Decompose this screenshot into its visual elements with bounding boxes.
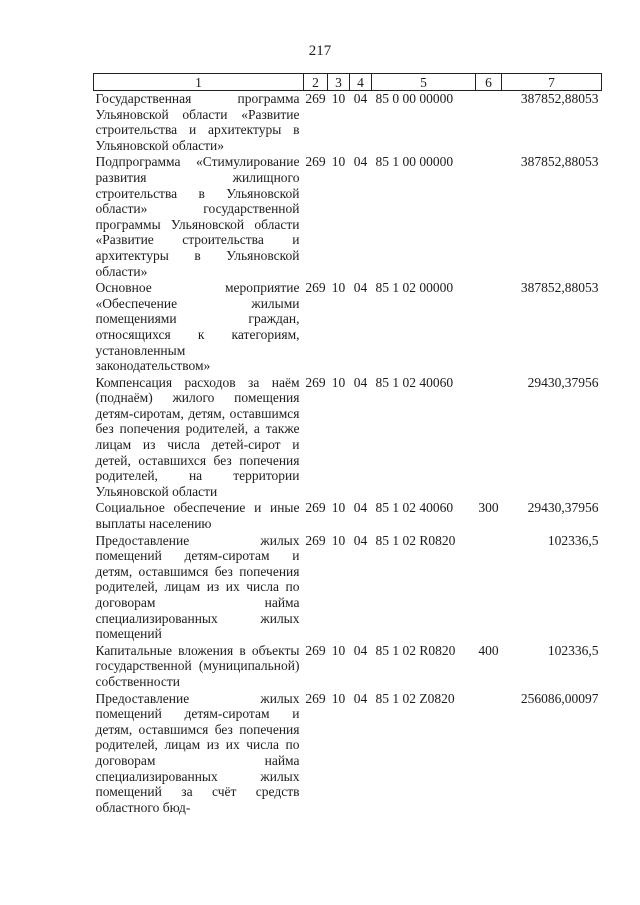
cell-code-4: 04 xyxy=(353,280,368,296)
cell-code-6 xyxy=(476,154,502,280)
cell-amount: 29430,37956 xyxy=(527,374,599,390)
cell-code-2: 269 xyxy=(305,374,326,390)
table-row xyxy=(94,643,602,691)
table-row xyxy=(94,91,602,155)
cell-code-2: 269 xyxy=(305,280,326,296)
col-header-2: 2 xyxy=(304,74,328,91)
table-row xyxy=(94,500,602,532)
cell-code-5: 85 1 00 00000 xyxy=(375,154,454,170)
cell-amount: 387852,88053 xyxy=(520,280,599,296)
cell-code-2: 269 xyxy=(305,642,326,658)
cell-code-6 xyxy=(476,533,502,643)
cell-code-4: 04 xyxy=(353,642,368,658)
row-name: Предоставление жилых помещений детям-сиротам и детям, оставшимся без попечения родителей, лицам из их числа по договорам найма специализированных жилых помещений за счёт средств областного бюд- xyxy=(95,690,300,815)
cell-code-2: 269 xyxy=(305,532,326,548)
page-number: 217 xyxy=(308,43,332,59)
row-name: Государственная программа Ульяновской области «Развитие строительства и архитектуры в Ульяновской области» xyxy=(95,91,300,153)
header-row xyxy=(94,74,602,91)
row-name: Основное мероприятие «Обеспечение жилыми помещениями граждан, относящихся к категориям, установленным законодательством» xyxy=(95,280,300,374)
cell-code-2: 269 xyxy=(305,690,326,706)
cell-code-2: 269 xyxy=(305,154,326,170)
cell-code-4: 04 xyxy=(353,374,368,390)
cell-code-5: 85 1 02 40060 xyxy=(375,374,454,390)
cell-code-3: 10 xyxy=(331,532,346,548)
cell-code-6: 400 xyxy=(478,642,499,658)
cell-code-5: 85 1 02 R0820 xyxy=(375,532,456,548)
cell-code-6 xyxy=(476,280,502,375)
col-header-4: 4 xyxy=(350,74,372,91)
cell-code-2: 269 xyxy=(305,91,326,106)
cell-code-3: 10 xyxy=(331,280,346,296)
cell-code-6 xyxy=(476,91,502,155)
cell-amount: 387852,88053 xyxy=(520,154,599,170)
cell-code-3: 10 xyxy=(331,91,346,106)
cell-amount: 102336,5 xyxy=(547,532,599,548)
cell-code-6: 300 xyxy=(478,500,499,516)
table-row xyxy=(94,533,602,643)
cell-code-5: 85 0 00 00000 xyxy=(375,91,454,106)
table-row xyxy=(94,691,602,817)
col-header-7: 7 xyxy=(502,74,602,91)
cell-code-6 xyxy=(476,375,502,501)
cell-code-4: 04 xyxy=(353,532,368,548)
table-row xyxy=(94,280,602,375)
table-row xyxy=(94,154,602,280)
cell-amount: 256086,00097 xyxy=(520,690,599,706)
cell-code-3: 10 xyxy=(331,690,346,706)
cell-code-4: 04 xyxy=(353,690,368,706)
row-name: Социальное обеспечение и иные выплаты населению xyxy=(95,500,300,532)
cell-code-5: 85 1 02 Z0820 xyxy=(375,690,455,706)
cell-code-5: 85 1 02 40060 xyxy=(375,500,454,516)
cell-code-3: 10 xyxy=(331,374,346,390)
cell-code-4: 04 xyxy=(353,91,368,106)
cell-code-6 xyxy=(476,691,502,817)
budget-table xyxy=(93,73,602,816)
cell-amount: 102336,5 xyxy=(547,642,599,658)
col-header-3: 3 xyxy=(328,74,350,91)
cell-code-3: 10 xyxy=(331,642,346,658)
cell-amount: 387852,88053 xyxy=(520,91,599,106)
cell-code-2: 269 xyxy=(305,500,326,516)
cell-code-5: 85 1 02 00000 xyxy=(375,280,454,296)
cell-code-4: 04 xyxy=(353,500,368,516)
cell-code-4: 04 xyxy=(353,154,368,170)
row-name: Предоставление жилых помещений детям-сиротам и детям, оставшимся без попечения родителей, лицам из их числа по договорам найма специализированных жилых помещений xyxy=(95,532,300,642)
table-row xyxy=(94,375,602,501)
row-name: Компенсация расходов за наём (поднаём) жилого помещения детям-сиротам, детям, оставшимся без попечения родителей, а также лицам из числа детей-сирот и детей, оставшихся без попечения родителей, на территории Ульяновской области xyxy=(95,374,300,499)
col-header-1: 1 xyxy=(94,74,304,91)
row-name: Капитальные вложения в объекты государственной (муниципальной) собственности xyxy=(95,642,300,689)
cell-code-3: 10 xyxy=(331,500,346,516)
row-name: Подпрограмма «Стимулирование развития жилищного строительства в Ульяновской области» государственной программы Ульяновской области «Развитие строительства и архитектуры в Ульяновской области» xyxy=(95,154,300,279)
cell-code-5: 85 1 02 R0820 xyxy=(375,642,456,658)
cell-amount: 29430,37956 xyxy=(527,500,599,516)
col-header-5: 5 xyxy=(372,74,476,91)
col-header-6: 6 xyxy=(476,74,502,91)
cell-code-3: 10 xyxy=(331,154,346,170)
